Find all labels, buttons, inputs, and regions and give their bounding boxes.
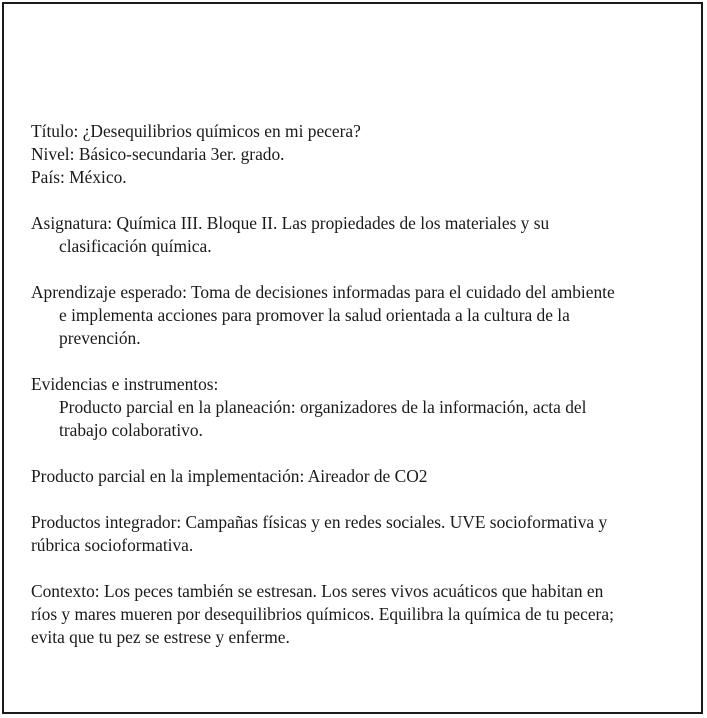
document-body [31,120,681,649]
header-block [31,120,681,189]
expected-learning-line-continued: prevención. [59,328,141,348]
evidence-line: Producto parcial en la planeación: organizadores de la información, acta del [59,397,587,417]
spacer [31,557,681,580]
integrating-products-block [31,511,681,557]
context-line-continued: ríos y mares mueren por desequilibrios químicos. Equilibra la química de tu pecera; [31,604,614,624]
spacer [31,350,681,373]
expected-learning-line-continued: e implementa acciones para promover la salud orientada a la cultura de la [59,305,570,325]
integrating-products-line-continued: rúbrica socioformativa. [31,535,194,555]
evidence-heading: Evidencias e instrumentos: [31,374,219,394]
spacer [31,442,681,465]
spacer [31,488,681,511]
evidence-line-continued: trabajo colaborativo. [59,420,203,440]
spacer [31,258,681,281]
country-line: País: México. [31,167,127,187]
context-line: Contexto: Los peces también se estresan. Los seres vivos acuáticos que habitan en [31,581,604,601]
evidence-block [31,373,681,442]
subject-line: Asignatura: Química III. Bloque II. Las propiedades de los materiales y su [31,213,550,233]
context-block [31,580,681,649]
level-line: Nivel: Básico-secundaria 3er. grado. [31,144,285,164]
expected-learning-line: Aprendizaje esperado: Toma de decisiones informadas para el cuidado del ambiente [31,282,615,302]
title-line: Título: ¿Desequilibrios químicos en mi pecera? [31,121,361,141]
partial-product-block [31,465,681,488]
spacer [31,189,681,212]
context-line-continued: evita que tu pez se estrese y enferme. [31,627,290,647]
subject-block [31,212,681,258]
partial-product-line: Producto parcial en la implementación: Aireador de CO2 [31,466,428,486]
subject-line-continued: clasificación química. [59,236,212,256]
expected-learning-block [31,281,681,350]
integrating-products-line: Productos integrador: Campañas físicas y en redes sociales. UVE socioformativa y [31,512,608,532]
